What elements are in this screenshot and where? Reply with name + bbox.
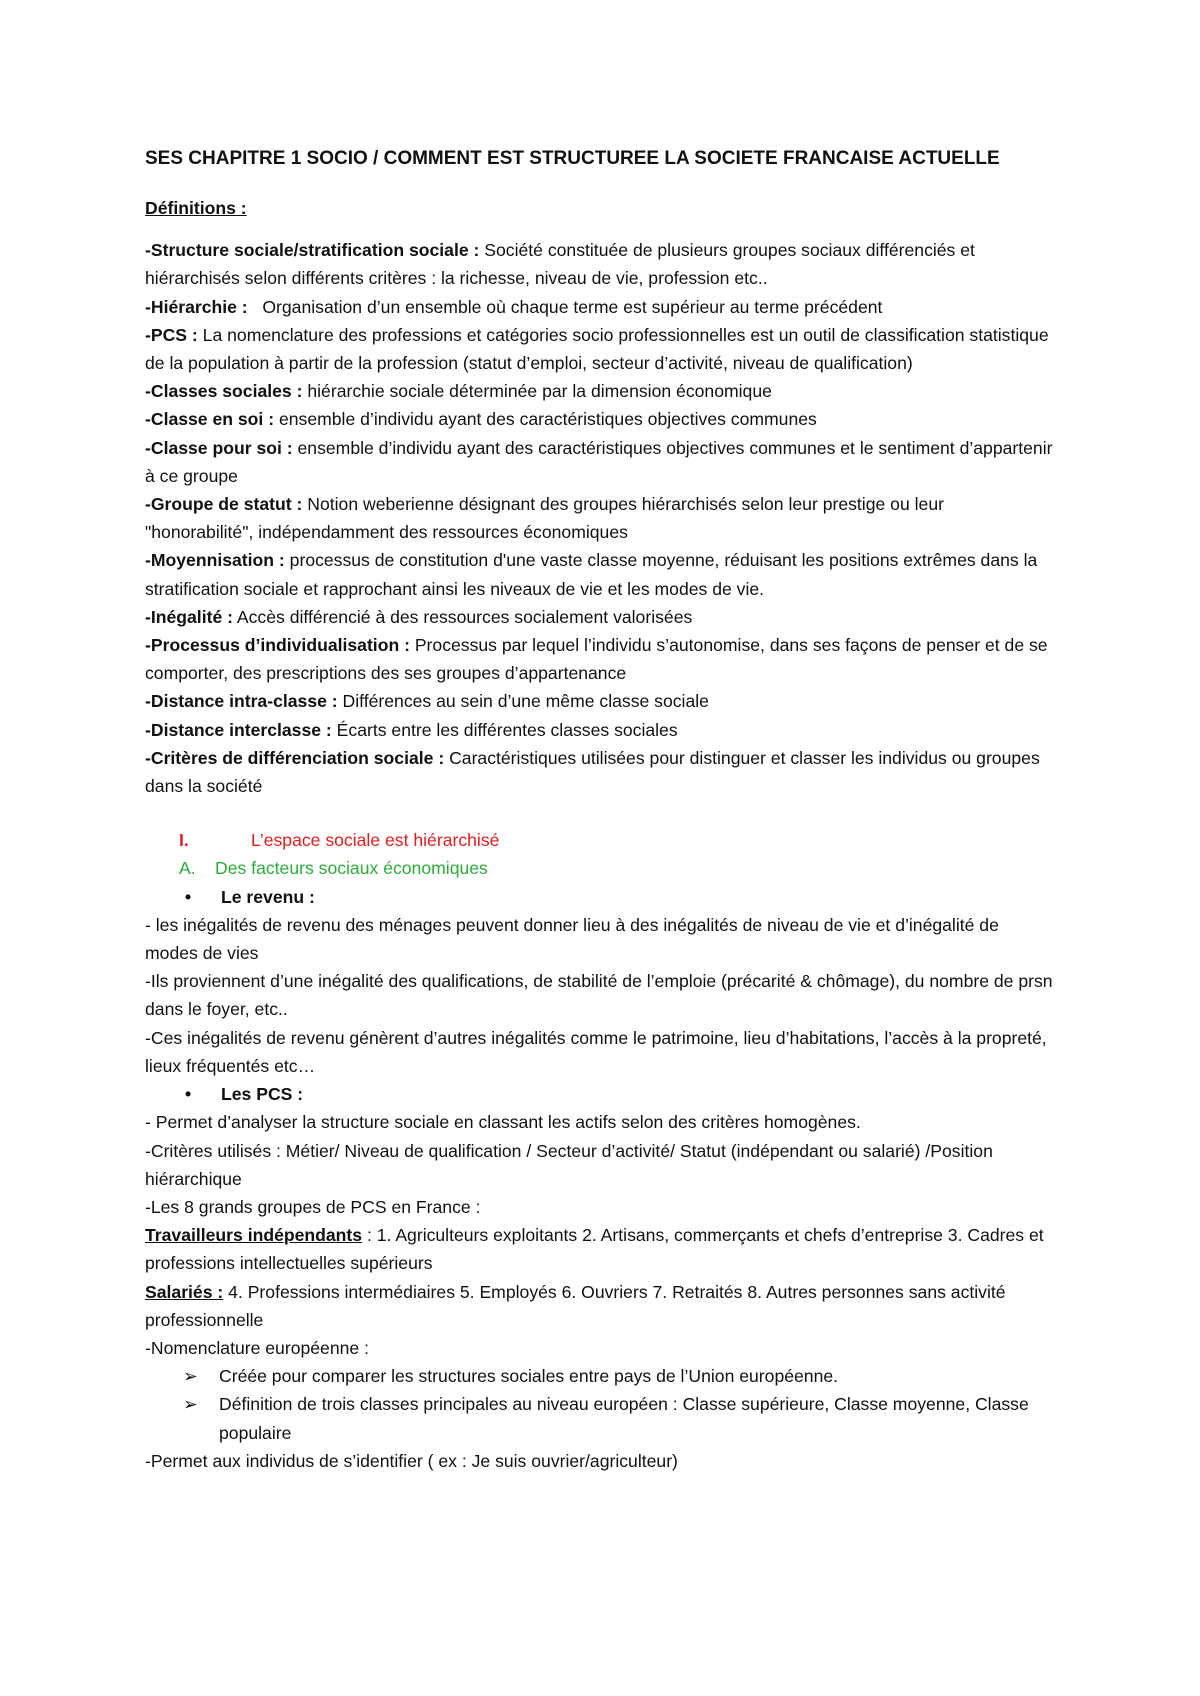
nomenclature-item xyxy=(145,1362,1055,1390)
definition-item xyxy=(145,716,1055,744)
definition-text: Organisation d’un ensemble où chaque terme est supérieur au terme précédent xyxy=(247,296,883,317)
definition-text: Accès différencié à des ressources socialement valorisées xyxy=(232,606,693,627)
definition-text: Différences au sein d’une même classe sociale xyxy=(337,691,709,712)
definitions-list xyxy=(145,236,1055,800)
bullet-label: Les PCS : xyxy=(221,1084,304,1105)
definition-text: processus de constitution d'une vaste classe moyenne, réduisant les positions extrêmes dans la stratification sociale et rapprochant ainsi les niveaux de vie et les modes de vie. xyxy=(145,550,1038,599)
definition-item xyxy=(145,490,1055,546)
definition-text: Processus par lequel l’individu s’autonomise, dans ses façons de penser et de se comporter, des prescriptions des ses groupes d’appartenance xyxy=(145,635,1048,684)
bullet-icon: • xyxy=(185,886,192,907)
definition-term: -Classes sociales : xyxy=(145,381,303,402)
definition-item xyxy=(145,603,1055,631)
document-title: SES CHAPITRE 1 SOCIO / COMMENT EST STRUCTUREE LA SOCIETE FRANCAISE ACTUELLE xyxy=(145,148,1000,169)
closing-line: -Permet aux individus de s’identifier ( ex : Je suis ouvrier/agriculteur) xyxy=(145,1450,678,1471)
bullet-revenu xyxy=(145,883,1055,911)
nomenclature-item-text: Définition de trois classes principales au niveau européen : Classe supérieure, Classe moyenne, Classe populaire xyxy=(219,1394,1029,1443)
definition-term: -Processus d’individualisation : xyxy=(145,635,410,656)
independants-label: Travailleurs indépendants xyxy=(145,1225,363,1246)
arrow-bullet-icon: ➢ xyxy=(183,1394,198,1415)
nomenclature-item-text: Créée pour comparer les structures sociales entre pays de l’Union européenne. xyxy=(219,1366,839,1387)
definition-item xyxy=(145,293,1055,321)
definition-term: -Critères de différenciation sociale : xyxy=(145,747,445,768)
independants-text: : 1. Agriculteurs exploitants 2. Artisans, commerçants et chefs d’entreprise 3. Cadres et professions intellectuelles supérieurs xyxy=(145,1225,1044,1274)
revenu-line: -Ils proviennent d’une inégalité des qualifications, de stabilité de l’emploie (précarité & chômage), du nombre de prsn dans le foyer, etc.. xyxy=(145,971,1053,1020)
section-number: I. xyxy=(179,830,189,851)
pcs-line: -Les 8 grands groupes de PCS en France : xyxy=(145,1196,481,1217)
definition-text: ensemble d’individu ayant des caractéristiques objectives communes et le sentiment d’appartenir à ce groupe xyxy=(145,437,1053,486)
definition-term: -Moyennisation : xyxy=(145,550,285,571)
subsection-heading-a xyxy=(145,854,1055,882)
salaries-label: Salariés : xyxy=(145,1281,224,1302)
definitions-heading: Définitions : xyxy=(145,198,247,218)
definition-text: ensemble d’individu ayant des caractéristiques objectives communes xyxy=(274,409,817,430)
definition-term: -Groupe de statut : xyxy=(145,494,303,515)
definition-item xyxy=(145,405,1055,433)
pcs-line: - Permet d’analyser la structure sociale en classant les actifs selon des critères homogènes. xyxy=(145,1112,861,1133)
definition-item xyxy=(145,377,1055,405)
definition-item xyxy=(145,744,1055,800)
definition-term: -Hiérarchie : xyxy=(145,296,248,317)
independants-paragraph xyxy=(145,1221,1055,1277)
bullet-icon: • xyxy=(185,1084,192,1105)
definition-text: Caractéristiques utilisées pour distinguer et classer les individus ou groupes dans la société xyxy=(145,747,1040,797)
revenu-line: - les inégalités de revenu des ménages peuvent donner lieu à des inégalités de niveau de vie et d’inégalité de modes de vies xyxy=(145,914,999,964)
definition-text: hiérarchie sociale déterminée par la dimension économique xyxy=(302,381,772,402)
definition-term: -Classe pour soi : xyxy=(145,437,293,458)
definition-term: -Distance intra-classe : xyxy=(145,691,338,712)
definition-item xyxy=(145,687,1055,715)
section-1 xyxy=(145,826,1055,1475)
definition-item xyxy=(145,434,1055,490)
definition-text: La nomenclature des professions et catégories socio professionnelles est un outil de classification statistique de la population à partir de la profession (statut d’emploi, secteur d’activité, niveau de qualification) xyxy=(145,324,1049,374)
subsection-title: Des facteurs sociaux économiques xyxy=(215,858,488,879)
definition-term: -PCS : xyxy=(145,324,198,345)
definition-text: Notion weberienne désignant des groupes hiérarchisés selon leur prestige ou leur "honorabilité", indépendamment des ressources économiques xyxy=(145,494,944,543)
salaries-text: 4. Professions intermédiaires 5. Employés 6. Ouvriers 7. Retraités 8. Autres personnes sans activité professionnelle xyxy=(145,1281,1006,1330)
definition-item xyxy=(145,236,1055,292)
definition-term: -Distance interclasse : xyxy=(145,719,332,740)
arrow-bullet-icon: ➢ xyxy=(183,1366,198,1387)
definition-term: -Classe en soi : xyxy=(145,409,275,430)
definition-item xyxy=(145,546,1055,602)
definition-text: Écarts entre les différentes classes sociales xyxy=(331,719,678,740)
bullet-label: Le revenu : xyxy=(221,886,315,907)
pcs-line: -Critères utilisés : Métier/ Niveau de qualification / Secteur d’activité/ Statut (indépendant ou salarié) /Position hiérarchique xyxy=(145,1140,993,1189)
section-heading-1 xyxy=(145,826,1055,854)
definition-item xyxy=(145,321,1055,377)
definition-term: -Inégalité : xyxy=(145,606,233,627)
document-page xyxy=(145,144,1055,1475)
revenu-line: -Ces inégalités de revenu génèrent d’autres inégalités comme le patrimoine, lieu d’habitations, l’accès à la propreté, lieux fréquentés etc… xyxy=(145,1027,1047,1076)
nomenclature-item xyxy=(145,1390,1055,1446)
definition-term: -Structure sociale/stratification sociale : xyxy=(145,240,480,261)
salaries-paragraph xyxy=(145,1278,1055,1334)
section-title: L’espace sociale est hiérarchisé xyxy=(251,830,500,851)
definition-text: Société constituée de plusieurs groupes sociaux différenciés et hiérarchisés selon différents critères : la richesse, niveau de vie, profession etc.. xyxy=(145,240,975,289)
bullet-pcs xyxy=(145,1080,1055,1108)
definition-item xyxy=(145,631,1055,687)
nomenclature-line: -Nomenclature européenne : xyxy=(145,1337,369,1358)
subsection-letter: A. xyxy=(179,858,196,879)
